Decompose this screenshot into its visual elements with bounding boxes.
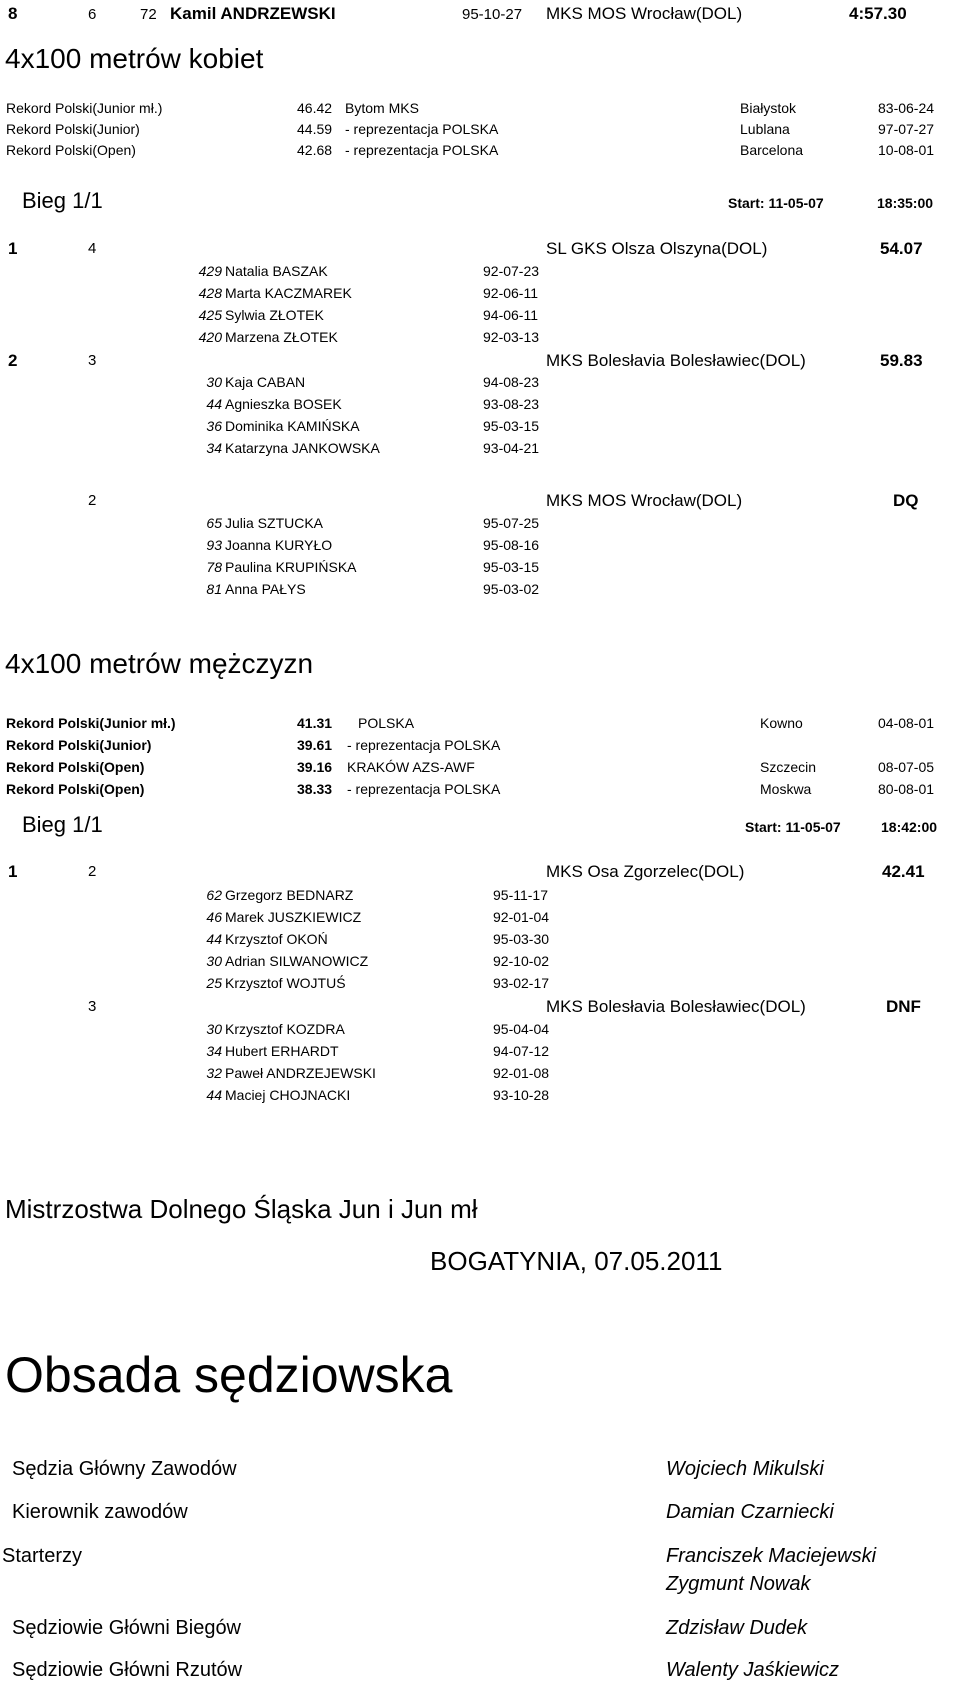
team-result: 54.07 [880, 239, 923, 258]
record-value: 38.33 [297, 781, 333, 797]
athlete-dob: 92-01-04 [493, 909, 550, 925]
record-label: Rekord Polski(Open) [6, 142, 136, 158]
top-name: Kamil ANDRZEWSKI [170, 4, 336, 23]
athlete-dob: 93-08-23 [483, 396, 540, 412]
athlete-dob: 92-06-11 [483, 285, 539, 301]
team-result: 59.83 [880, 351, 923, 370]
record-date: 83-06-24 [878, 100, 935, 116]
athlete-dob: 92-07-23 [483, 263, 540, 279]
athlete-bib: 81 [206, 581, 222, 597]
record-desc: - reprezentacja POLSKA [347, 737, 501, 753]
athlete-name: Paweł ANDRZEJEWSKI [225, 1065, 376, 1081]
top-place: 8 [8, 4, 18, 23]
athlete-bib: 46 [206, 909, 222, 925]
record-desc: - reprezentacja POLSKA [345, 142, 499, 158]
athlete-bib: 428 [198, 285, 222, 301]
athlete-name: Grzegorz BEDNARZ [225, 887, 354, 903]
athlete-bib: 30 [206, 953, 222, 969]
record-label: Rekord Polski(Junior) [6, 121, 140, 137]
official-name: Damian Czarniecki [666, 1501, 834, 1523]
athlete-name: Krzysztof OKOŃ [225, 931, 328, 947]
team-lane: 4 [88, 240, 97, 257]
athlete-dob: 92-03-13 [483, 329, 540, 345]
athlete-name: Paulina KRUPIŃSKA [225, 559, 357, 575]
record-label: Rekord Polski(Junior mł.) [6, 715, 176, 731]
athlete-bib: 429 [198, 263, 222, 279]
team-club: MKS Bolesłavia Bolesławiec(DOL) [546, 351, 806, 370]
athlete-dob: 92-01-08 [493, 1065, 550, 1081]
record-value: 41.31 [297, 715, 333, 731]
top-time: 4:57.30 [849, 4, 907, 23]
athlete-name: Anna PAŁYS [225, 581, 306, 597]
officials-title: Obsada sędziowska [5, 1347, 453, 1403]
athlete-dob: 94-06-11 [483, 307, 539, 323]
record-label: Rekord Polski(Junior) [6, 737, 152, 753]
athlete-bib: 44 [206, 396, 222, 412]
athlete-bib: 65 [206, 515, 222, 531]
record-desc: Bytom MKS [345, 100, 419, 116]
men-title: 4x100 metrów mężczyzn [5, 648, 314, 679]
athlete-dob: 95-03-02 [483, 581, 540, 597]
official-role: Sędzia Główny Zawodów [12, 1458, 237, 1480]
record-place: Moskwa [760, 781, 812, 797]
record-date: 04-08-01 [878, 715, 935, 731]
athlete-bib: 30 [206, 1021, 222, 1037]
athlete-bib: 44 [206, 931, 222, 947]
team-club: MKS Osa Zgorzelec(DOL) [546, 862, 745, 881]
top-lane: 6 [88, 6, 97, 23]
athlete-dob: 95-03-30 [493, 931, 550, 947]
team-result: 42.41 [882, 862, 925, 881]
men-heat-time: 18:42:00 [881, 819, 938, 835]
record-value: 46.42 [297, 100, 333, 116]
athlete-dob: 95-03-15 [483, 418, 540, 434]
men-heat-label: Bieg 1/1 [22, 812, 103, 837]
record-value: 39.61 [297, 737, 333, 753]
athlete-dob: 93-02-17 [493, 975, 550, 991]
official-name: Franciszek Maciejewski [666, 1545, 877, 1567]
athlete-bib: 425 [198, 307, 222, 323]
athlete-dob: 95-07-25 [483, 515, 540, 531]
athlete-bib: 62 [206, 887, 222, 903]
record-desc: - reprezentacja POLSKA [345, 121, 499, 137]
team-lane: 2 [88, 492, 97, 509]
record-date: 10-08-01 [878, 142, 935, 158]
team-lane: 2 [88, 863, 97, 880]
team-place: 1 [8, 239, 18, 258]
top-club: MKS MOS Wrocław(DOL) [546, 4, 743, 23]
official-name: Wojciech Mikulski [666, 1458, 824, 1480]
athlete-name: Kaja CABAN [225, 374, 306, 390]
team-place: 2 [8, 351, 18, 370]
athlete-dob: 95-04-04 [493, 1021, 550, 1037]
women-heat-start: Start: 11-05-07 [728, 195, 824, 211]
team-result: DQ [893, 491, 919, 510]
athlete-name: Hubert ERHARDT [225, 1043, 339, 1059]
record-date: 80-08-01 [878, 781, 935, 797]
athlete-name: Dominika KAMIŃSKA [225, 418, 360, 434]
record-place: Białystok [740, 100, 797, 116]
record-label: Rekord Polski(Junior mł.) [6, 100, 163, 116]
athlete-name: Marta KACZMAREK [225, 285, 352, 301]
official-name: Zdzisław Dudek [666, 1617, 808, 1639]
record-label: Rekord Polski(Open) [6, 759, 145, 775]
athlete-name: Maciej CHOJNACKI [225, 1087, 351, 1103]
athlete-bib: 36 [206, 418, 222, 434]
athlete-name: Agnieszka BOSEK [225, 396, 342, 412]
team-lane: 3 [88, 352, 97, 369]
athlete-name: Julia SZTUCKA [225, 515, 324, 531]
athlete-dob: 95-11-17 [493, 887, 549, 903]
team-place: 1 [8, 862, 18, 881]
team-club: MKS Bolesłavia Bolesławiec(DOL) [546, 997, 806, 1016]
athlete-bib: 34 [206, 1043, 222, 1059]
team-club: MKS MOS Wrocław(DOL) [546, 491, 743, 510]
athlete-bib: 32 [206, 1065, 222, 1081]
official-role: Kierownik zawodów [12, 1501, 188, 1523]
athlete-name: Krzysztof KOZDRA [225, 1021, 345, 1037]
women-heat-label: Bieg 1/1 [22, 188, 103, 213]
athlete-name: Natalia BASZAK [225, 263, 328, 279]
record-value: 44.59 [297, 121, 333, 137]
record-desc: - reprezentacja POLSKA [347, 781, 501, 797]
athlete-dob: 93-10-28 [493, 1087, 550, 1103]
athlete-dob: 94-07-12 [493, 1043, 550, 1059]
record-value: 42.68 [297, 142, 333, 158]
official-role: Sędziowie Główni Biegów [12, 1617, 242, 1639]
athlete-name: Joanna KURYŁO [225, 537, 333, 553]
record-date: 08-07-05 [878, 759, 935, 775]
event-place-date: BOGATYNIA, 07.05.2011 [430, 1246, 723, 1276]
record-value: 39.16 [297, 759, 333, 775]
men-heat-start: Start: 11-05-07 [745, 819, 841, 835]
athlete-dob: 92-10-02 [493, 953, 550, 969]
record-place: Szczecin [760, 759, 817, 775]
athlete-bib: 44 [206, 1087, 222, 1103]
record-desc: POLSKA [358, 715, 415, 731]
top-bib: 72 [140, 6, 157, 23]
women-title: 4x100 metrów kobiet [5, 43, 264, 74]
athlete-bib: 420 [198, 329, 222, 345]
official-name: Walenty Jaśkiewicz [666, 1659, 840, 1681]
team-lane: 3 [88, 998, 97, 1015]
athlete-name: Krzysztof WOJTUŚ [225, 975, 346, 991]
athlete-dob: 95-03-15 [483, 559, 540, 575]
record-place: Barcelona [740, 142, 804, 158]
athlete-name: Katarzyna JANKOWSKA [225, 440, 380, 456]
record-place: Kowno [760, 715, 803, 731]
athlete-dob: 94-08-23 [483, 374, 540, 390]
athlete-name: Adrian SILWANOWICZ [225, 953, 369, 969]
record-date: 97-07-27 [878, 121, 935, 137]
record-label: Rekord Polski(Open) [6, 781, 145, 797]
official-role: Starterzy [2, 1545, 83, 1567]
athlete-bib: 93 [206, 537, 222, 553]
athlete-name: Sylwia ZŁOTEK [225, 307, 324, 323]
athlete-name: Marzena ZŁOTEK [225, 329, 338, 345]
record-place: Lublana [740, 121, 790, 137]
athlete-bib: 34 [206, 440, 222, 456]
athlete-name: Marek JUSZKIEWICZ [225, 909, 362, 925]
event-title: Mistrzostwa Dolnego Śląska Jun i Jun mł [5, 1194, 478, 1224]
official-name: Zygmunt Nowak [666, 1573, 811, 1595]
team-club: SL GKS Olsza Olszyna(DOL) [546, 239, 768, 258]
athlete-dob: 93-04-21 [483, 440, 540, 456]
athlete-bib: 30 [206, 374, 222, 390]
women-heat-time: 18:35:00 [877, 195, 934, 211]
official-role: Sędziowie Główni Rzutów [12, 1659, 243, 1681]
team-result: DNF [886, 997, 921, 1016]
athlete-dob: 95-08-16 [483, 537, 540, 553]
athlete-bib: 25 [206, 975, 222, 991]
record-desc: KRAKÓW AZS-AWF [347, 759, 475, 775]
top-dob: 95-10-27 [462, 6, 523, 23]
athlete-bib: 78 [206, 559, 222, 575]
